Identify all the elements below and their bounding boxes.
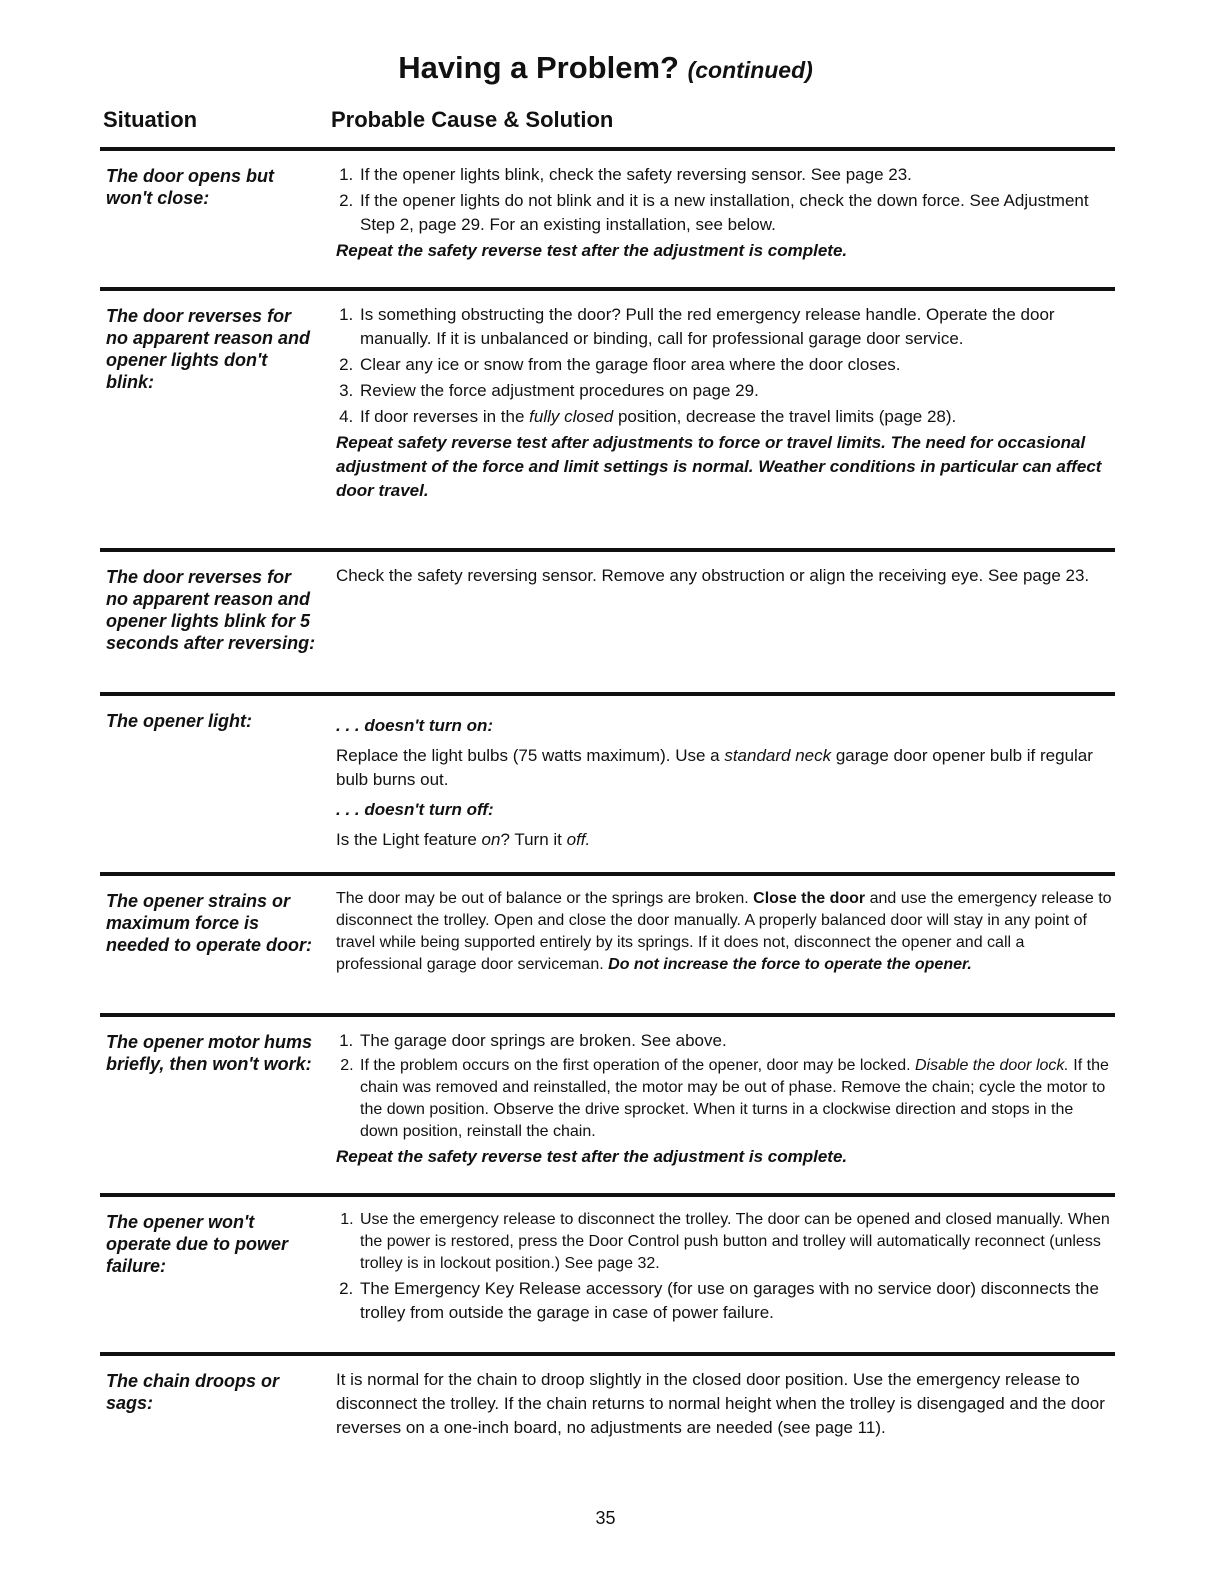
solution-text <box>336 1209 1115 1327</box>
solution-paragraph <box>336 888 1115 976</box>
list-item: 1. Use the emergency release to disconnect the trolley. The door can be opened and closed manually. When the power is restored, press the Door Control push button and trolley will automatically reconnect (unless trolley is in lockout position.) See page 32. <box>358 1209 1115 1275</box>
title-continued: (continued) <box>687 57 813 83</box>
problem-row-motor-hums <box>100 1013 1115 1197</box>
problem-row-opener-strains <box>100 872 1115 1014</box>
situation-text: The opener light: <box>106 711 252 731</box>
paragraph-text: and use the emergency release to disconnect the trolley. Open and close the door manually. A properly balanced door will stay in any point of travel while being supported entirely by its springs. If it does not, disconnect the opener and call a professional garage door serviceman. <box>336 890 1112 973</box>
solution-list <box>336 1209 1115 1325</box>
title-text: Having a Problem? <box>398 50 679 85</box>
item-text: If the problem occurs on the first operation of the opener, door may be locked. <box>360 1057 915 1074</box>
situation-text: The door reverses for no apparent reason and opener lights don't blink: <box>106 306 311 392</box>
solution-text <box>336 303 1115 509</box>
problem-row-opener-light <box>100 692 1115 874</box>
item-text: If the chain was removed and reinstalled, the motor may be out of phase. Remove the chain; cycle the motor to the down position. Observe the drive sprocket. When it turns in a clockwise direction and stops in the down position, reinstall the chain. <box>360 1057 1109 1140</box>
solution-text <box>336 163 1115 269</box>
paragraph-italic: standard neck <box>724 746 832 765</box>
solution-text <box>336 714 1115 858</box>
safety-note: Repeat safety reverse test after adjustments to force or travel limits. The need for occasional adjustment of the force and limit settings is normal. Weather conditions in particular can affect door travel. <box>336 433 1102 500</box>
situation-text: The door reverses for no apparent reason and opener lights blink for 5 seconds after reversing: <box>106 567 316 653</box>
safety-note: Repeat the safety reverse test after the adjustment is complete. <box>336 1147 848 1166</box>
item-text: position, decrease the travel limits (page 28). <box>613 407 957 426</box>
solution-text <box>336 1368 1115 1446</box>
item-italic: fully closed <box>529 407 614 426</box>
solution-text <box>336 1029 1115 1175</box>
paragraph-text: garage door opener bulb if regular bulb burns out. <box>336 746 1093 789</box>
situation-text: The door opens but won't close: <box>106 166 274 208</box>
solution-list <box>336 163 1115 237</box>
item-italic: Disable the door lock. <box>914 1057 1069 1074</box>
page-number: 35 <box>595 1508 616 1528</box>
situation-text: The opener won't operate due to power failure: <box>106 1212 289 1276</box>
paragraph-text: Is the Light feature <box>336 830 482 849</box>
problem-row-door-wont-close <box>100 147 1115 287</box>
page-title <box>0 50 1211 86</box>
paragraph-bold: Close the door <box>753 890 866 907</box>
problem-row-chain-droops <box>100 1352 1115 1486</box>
list-item: 1. If the opener lights blink, check the safety reversing sensor. See page 23. <box>358 163 1115 187</box>
list-item: 3. Review the force adjustment procedures on page 29. <box>358 379 1115 403</box>
situation-text: The chain droops or sags: <box>106 1371 280 1413</box>
solution-text <box>336 564 1115 594</box>
list-item <box>358 405 1115 429</box>
item-text: If door reverses in the <box>360 407 530 426</box>
solution-paragraph: It is normal for the chain to droop slightly in the closed door position. Use the emergency release to disconnect the trolley. If the chain returns to normal height when the trolley is disengaged and the door reverses on a one-inch board, no adjustments are needed (see page 11). <box>336 1370 1105 1437</box>
list-item: 1. Is something obstructing the door? Pull the red emergency release handle. Operate the door manually. If it is unbalanced or binding, call for professional garage door service. <box>358 303 1115 351</box>
solution-list <box>336 303 1115 429</box>
paragraph-text: Replace the light bulbs (75 watts maximum). Use a <box>336 746 725 765</box>
safety-note: Repeat the safety reverse test after the adjustment is complete. <box>336 241 848 260</box>
sub-heading-turn-on: . . . doesn't turn on: <box>336 716 494 735</box>
sub-heading-turn-off: . . . doesn't turn off: <box>336 800 494 819</box>
paragraph-italic: off. <box>566 830 591 849</box>
situation-text: The opener motor hums briefly, then won't work: <box>106 1032 313 1074</box>
list-item: 2. The Emergency Key Release accessory (for use on garages with no service door) disconnects the trolley from outside the garage in case of power failure. <box>358 1277 1115 1325</box>
warning-text: Do not increase the force to operate the opener. <box>608 956 972 973</box>
paragraph-italic: on <box>481 830 501 849</box>
list-item: 1. The garage door springs are broken. See above. <box>358 1029 1115 1053</box>
paragraph-text: ? Turn it <box>500 830 567 849</box>
situation-text: The opener strains or maximum force is needed to operate door: <box>106 891 313 955</box>
solution-paragraph <box>336 828 1115 852</box>
problem-row-power-failure <box>100 1193 1115 1349</box>
problem-row-reverses-blink <box>100 548 1115 694</box>
list-item: 2. Clear any ice or snow from the garage floor area where the door closes. <box>358 353 1115 377</box>
solution-paragraph <box>336 744 1115 792</box>
column-header-cause: Probable Cause & Solution <box>331 107 614 132</box>
paragraph-text: The door may be out of balance or the springs are broken. <box>336 890 754 907</box>
list-item <box>358 1055 1115 1143</box>
solution-text <box>336 888 1115 982</box>
column-header-situation: Situation <box>103 107 198 132</box>
problem-row-reverses-no-blink <box>100 287 1115 549</box>
list-item: 2. If the opener lights do not blink and it is a new installation, check the down force. See Adjustment Step 2, page 29. For an existing installation, see below. <box>358 189 1115 237</box>
solution-list <box>336 1029 1115 1143</box>
solution-paragraph: Check the safety reversing sensor. Remove any obstruction or align the receiving eye. See page 23. <box>336 566 1090 585</box>
